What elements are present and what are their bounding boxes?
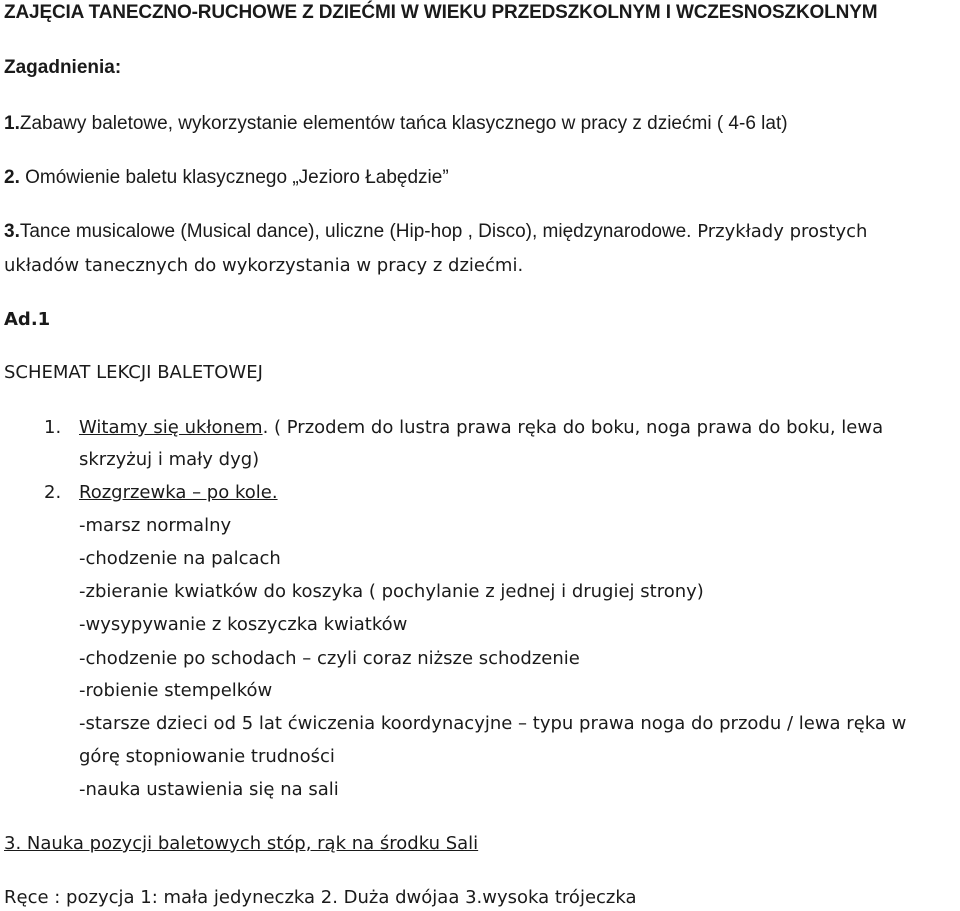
- issue-3-text: Tance musicalowe (Musical dance), uliczne (Hip-hop , Disco), międzynarodowe.: [19, 221, 692, 242]
- issue-1: [4, 113, 788, 135]
- warmup-item-continuation: górę stopniowanie trudności: [79, 746, 335, 767]
- step-2: [79, 482, 278, 503]
- issue-2-text: Omówienie baletu klasycznego „Jezioro Łabędzie”: [19, 167, 449, 188]
- ad-label: Ad.1: [4, 309, 51, 330]
- step-1: [79, 417, 883, 438]
- issue-3-continuation: układów tanecznych do wykorzystania w pracy z dziećmi.: [4, 255, 524, 276]
- step-1-number: 1.: [44, 417, 62, 438]
- step-3: [4, 833, 478, 854]
- warmup-item: -robienie stempelków: [79, 680, 273, 701]
- warmup-item: -wysypywanie z koszyczka kwiatków: [79, 614, 408, 635]
- warmup-item: -nauka ustawienia się na sali: [79, 779, 339, 800]
- warmup-item: -chodzenie po schodach – czyli coraz niższe schodzenie: [79, 648, 580, 669]
- hands-positions: Ręce : pozycja 1: mała jedyneczka 2. Duża dwójaa 3.wysoka trójeczka: [4, 887, 637, 908]
- step-3-text: 3. Nauka pozycji baletowych stóp, rąk na środku Sali: [4, 833, 479, 854]
- issue-1-text: Zabawy baletowe, wykorzystanie elementów tańca klasycznego w pracy z dziećmi ( 4-6 lat): [19, 113, 788, 134]
- warmup-item: -zbieranie kwiatków do koszyka ( pochylanie z jednej i drugiej strony): [79, 581, 704, 602]
- step-1-title: Witamy się ukłonem: [79, 417, 263, 438]
- issue-2: [4, 167, 449, 189]
- step-2-number: 2.: [44, 482, 62, 503]
- step-1-continuation: skrzyżuj i mały dyg): [79, 449, 260, 470]
- warmup-item: -starsze dzieci od 5 lat ćwiczenia koordynacyjne – typu prawa noga do przodu / lewa ręka w: [79, 713, 907, 734]
- issue-3-text-b: Przykłady prostych: [691, 221, 868, 242]
- document-title: ZAJĘCIA TANECZNO-RUCHOWE Z DZIEĆMI W WIEKU PRZEDSZKOLNYM I WCZESNOSZKOLNYM: [4, 2, 878, 23]
- issue-1-number: 1.: [4, 113, 20, 134]
- warmup-item: -marsz normalny: [79, 515, 232, 536]
- step-1-text: . ( Przodem do lustra prawa ręka do boku, noga prawa do boku, lewa: [262, 417, 884, 438]
- step-2-title: Rozgrzewka – po kole.: [79, 482, 278, 503]
- issue-2-number: 2.: [4, 167, 20, 188]
- warmup-item: -chodzenie na palcach: [79, 548, 281, 569]
- issue-3: [4, 221, 867, 243]
- issues-heading: Zagadnienia:: [4, 57, 122, 78]
- issue-3-number: 3.: [4, 221, 20, 242]
- schema-heading: SCHEMAT LEKCJI BALETOWEJ: [4, 362, 263, 383]
